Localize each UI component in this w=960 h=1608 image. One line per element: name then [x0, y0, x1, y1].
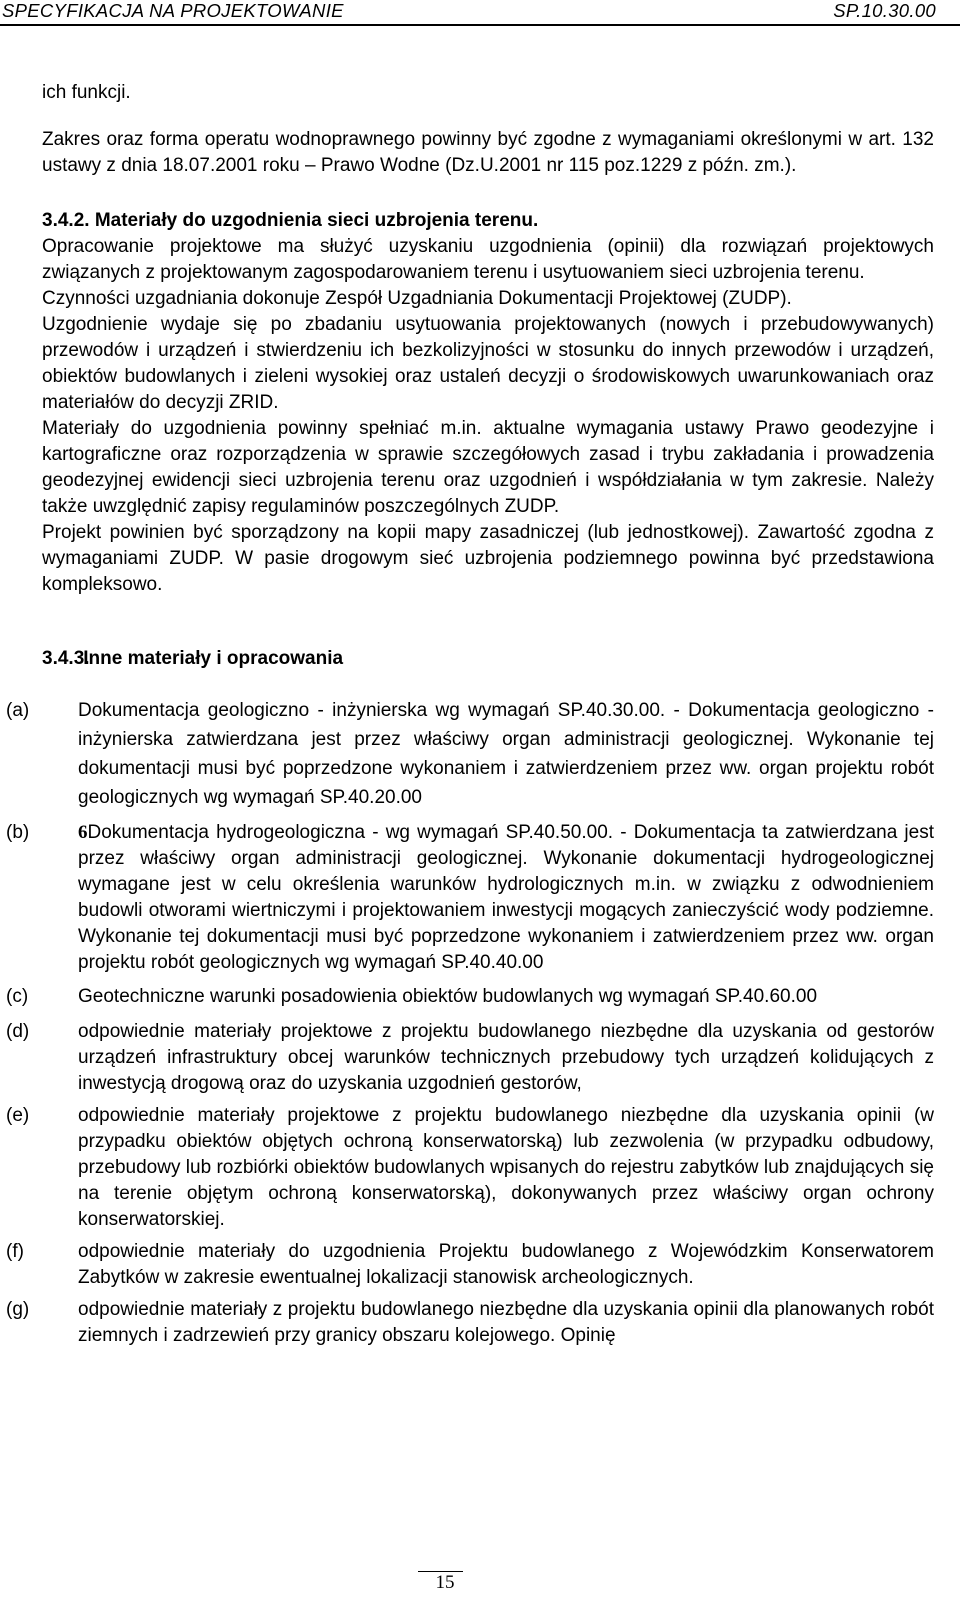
list-item-label: (f): [6, 1241, 24, 1262]
list-item: [6, 1297, 934, 1349]
section-342-heading: [42, 208, 934, 234]
list-item-label: (b): [6, 822, 30, 843]
intro-tail: ich funkcji.: [42, 82, 131, 103]
list-item-text: Dokumentacja geologiczno - inżynierska wg wymagań SP.40.30.00. - Dokumentacja geologiczno - inżynierska zatwierdzana jest przez właściwy organ administracji geologicznej. Wykonanie tej dokumentacji musi być poprzedzone wykonaniem i zatwierdzeniem przez ww. organ projektu robót geologicznych wg wymagań SP.40.20.00: [78, 700, 934, 808]
page-number: 15: [435, 1572, 455, 1593]
list-item-text: odpowiednie materiały do uzgodnienia Projektu budowlanego z Wojewódzkim Konserwatorem Zabytków w zakresie ewentualnej lokalizacji stanowisk archeologicznych.: [78, 1241, 934, 1288]
section-342-paragraph: Materiały do uzgodnienia powinny spełniać m.in. aktualne wymagania ustawy Prawo geodezyjne i kartograficzne oraz rozporządzenia w sprawie szczegółowych zasad i trybu zakładania i prowadzenia geodezyjnej ewidencji sieci uzbrojenia terenu oraz uzgodnień i współdziałania w tym zakresie. Należy także uwzględnić zapisy regulaminów poszczególnych ZUDP.: [42, 418, 934, 517]
list-item-label: (g): [6, 1299, 30, 1320]
section-342-paragraph: Opracowanie projektowe ma służyć uzyskaniu uzgodnienia (opinii) dla rozwiązań projektowych związanych z projektowanym zagospodarowaniem terenu i usytuowaniem sieci uzbrojenia terenu.: [42, 236, 934, 283]
section-title: Inne materiały i opracowania: [83, 648, 344, 669]
list-item: [6, 1019, 934, 1097]
list-item-text: odpowiednie materiały projektowe z projektu budowlanego niezbędne dla uzyskania opinii (w przypadku obiektów objętych ochroną konserwatorską) lub zezwolenia (w przypadku odbudowy, przebudowy lub rozbiórki obiektów budowlanych wpisanych do rejestru zabytków lub znajdujących się na terenie objętym ochroną konserwatorską), dokonywanych przez właściwy organ ochrony konserwatorskiej.: [78, 1105, 934, 1230]
list-item-text: odpowiednie materiały projektowe z projektu budowlanego niezbędne dla uzyskania od gestorów urządzeń infrastruktury obcej warunków technicznych przebudowy tych urządzeń kolidujących z inwestycją drogową oraz do uzyskania uzgodnień gestorów,: [78, 1021, 934, 1094]
list-item-label: (e): [6, 1105, 30, 1126]
stray-glyph: 6: [78, 822, 88, 843]
section-342-paragraph: Projekt powinien być sporządzony na kopii mapy zasadniczej (lub jednostkowej). Zawartość zgodna z wymaganiami ZUDP. W pasie drogowym sieć uzbrojenia podziemnego powinna być przedstawiona kompleksowo.: [42, 522, 934, 595]
materials-list: [6, 696, 934, 1349]
section-title: Materiały do uzgodnienia sieci uzbrojenia terenu.: [94, 210, 539, 231]
section-number: 3.4.2.: [42, 210, 90, 231]
list-item-label: (d): [6, 1021, 30, 1042]
list-item-text: odpowiednie materiały z projektu budowlanego niezbędne dla uzyskania opinii dla planowanych robót ziemnych i zadrzewień przy granicy obszaru kolejowego. Opinię: [78, 1299, 934, 1346]
list-item: [6, 1103, 934, 1233]
spec-code: SP.10.30.00: [833, 0, 936, 21]
section-number: 3.4.3.: [42, 648, 90, 669]
list-item: [6, 696, 934, 812]
list-item-label: (a): [6, 700, 30, 721]
page-content: [6, 56, 934, 1355]
page-header: [0, 0, 960, 26]
section-343-heading: [42, 646, 934, 672]
list-item: [6, 820, 934, 976]
document-title: SPECYFIKACJA NA PROJEKTOWANIE: [2, 0, 344, 21]
list-item: [6, 982, 934, 1011]
list-item: [6, 1239, 934, 1291]
list-item-text: Geotechniczne warunki posadowienia obiektów budowlanych wg wymagań SP.40.60.00: [78, 986, 818, 1007]
scope-paragraph: Zakres oraz forma operatu wodnoprawnego powinny być zgodne z wymaganiami określonymi w art. 132 ustawy z dnia 18.07.2001 roku – Prawo Wodne (Dz.U.2001 nr 115 poz.1229 z późn. zm.).: [42, 129, 934, 176]
list-item-text: Dokumentacja hydrogeologiczna - wg wymagań SP.40.50.00. - Dokumentacja ta zatwierdzana jest przez właściwy organ administracji geologicznej. Wykonanie dokumentacji hydrogeologicznej wymagane jest w celu określenia warunków hydrologicznych m.in. w związku z odwodnieniem budowli otworami wiertniczymi i projektowaniem inwestycji mogących zanieczyścić wody podziemne. Wykonanie tej dokumentacji musi być poprzedzone wykonaniem i zatwierdzeniem przez ww. organ projektu robót geologicznych wg wymagań SP.40.40.00: [78, 822, 934, 973]
list-item-label: (c): [6, 986, 29, 1007]
section-342-paragraph: Czynności uzgadniania dokonuje Zespół Uzgadniania Dokumentacji Projektowej (ZUDP).: [42, 288, 792, 309]
section-342-paragraph: Uzgodnienie wydaje się po zbadaniu usytuowania projektowanych (nowych i przebudowywanych) przewodów i urządzeń i stwierdzeniu ich bezkolizyjności w stosunku do innych przewodów i urządzeń, obiektów budowlanych i zieleni wysokiej oraz ustaleń decyzji o środowiskowych uwarunkowaniach oraz materiałów do decyzji ZRID.: [42, 314, 934, 413]
